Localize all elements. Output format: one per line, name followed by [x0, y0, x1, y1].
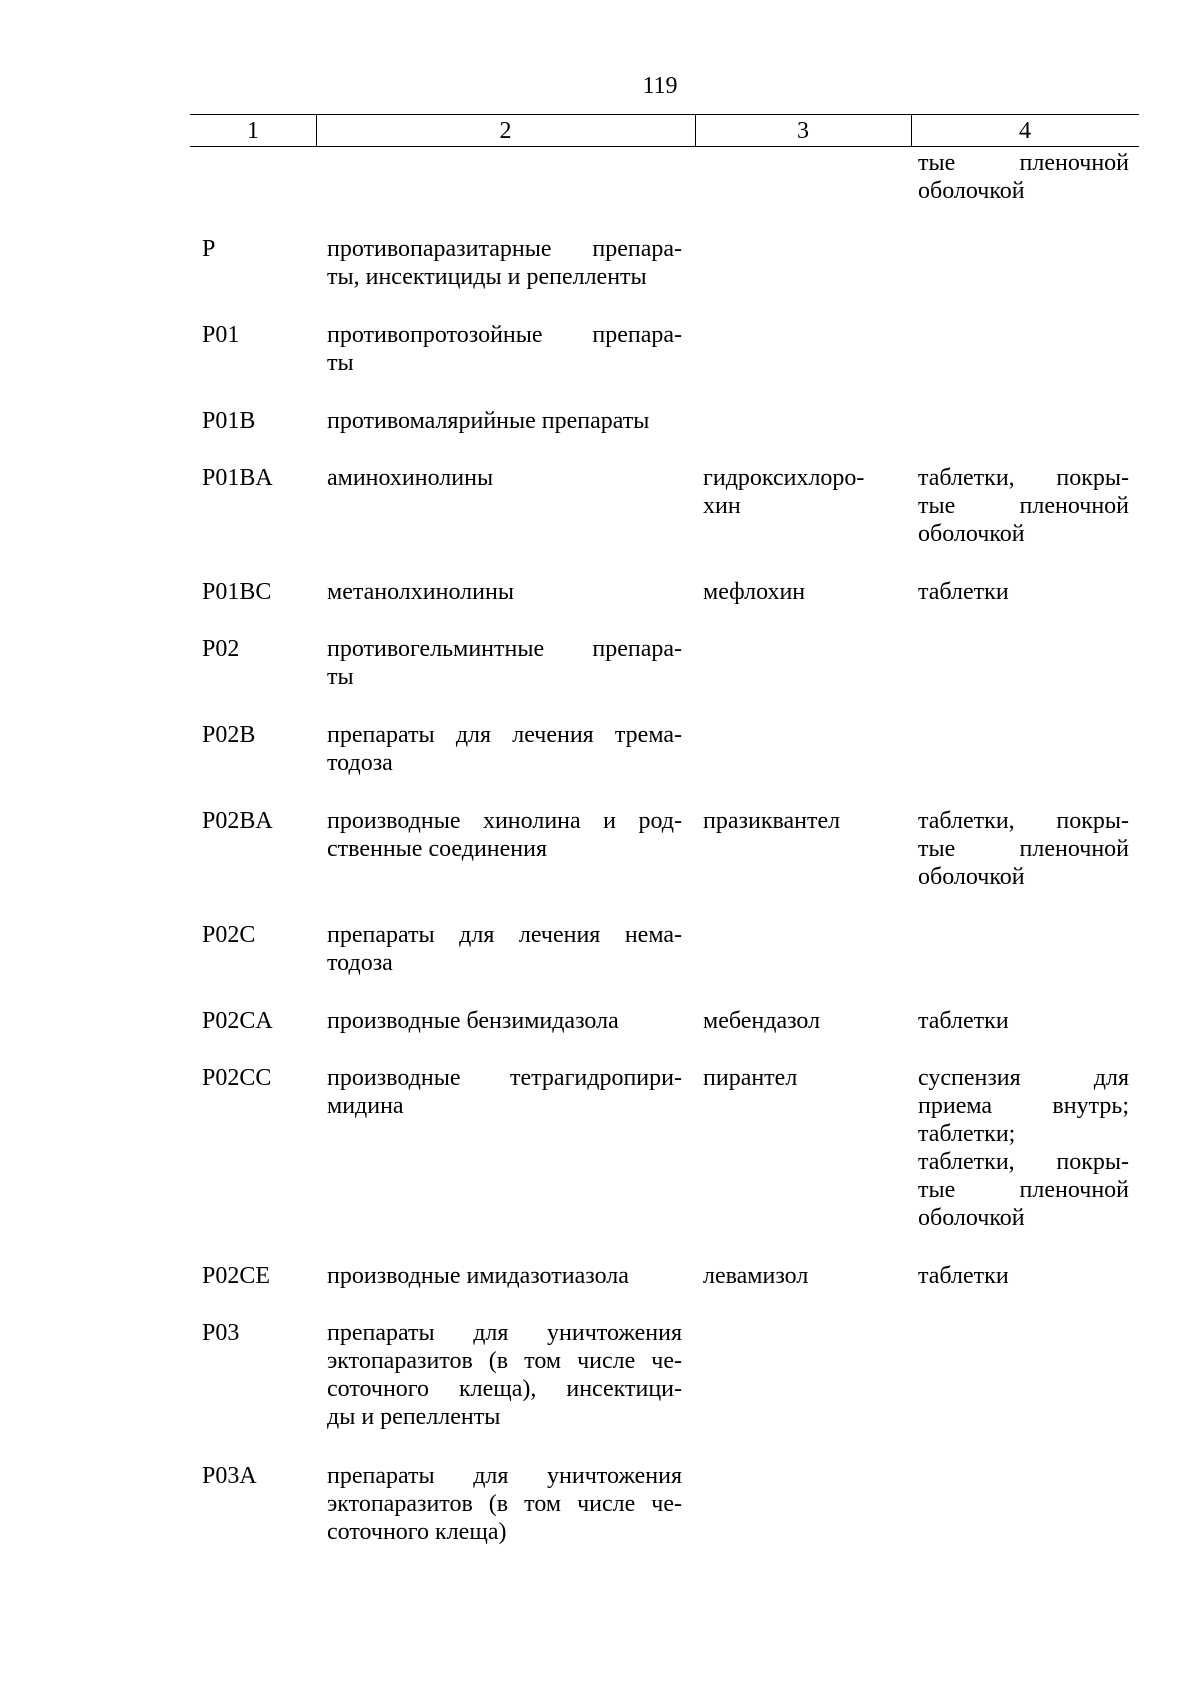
text-line: тые пленочной	[918, 150, 1129, 176]
text-line: ты	[327, 350, 354, 376]
group-name-cell	[327, 1262, 682, 1290]
group-name-cell	[327, 321, 682, 377]
atc-code-cell: P03A	[202, 1463, 257, 1489]
atc-code-cell: P01BA	[202, 465, 273, 491]
group-name-cell	[327, 921, 682, 977]
text-line: хин	[703, 493, 741, 519]
text-line: противопротозойные препара-	[327, 322, 682, 348]
text-line: тые пленочной	[918, 836, 1129, 862]
text-line: аминохинолины	[327, 465, 494, 491]
text-line: таблетки	[918, 579, 1009, 605]
text-line: производные хинолина и род-	[327, 808, 682, 834]
atc-code-cell: P02CA	[202, 1008, 273, 1034]
header-col-2: 2	[499, 118, 512, 144]
atc-code-cell: P02CC	[202, 1065, 272, 1091]
text-line: оболочкой	[918, 864, 1025, 890]
text-line: тодоза	[327, 750, 393, 776]
text-line: ты, инсектициды и репелленты	[327, 264, 647, 290]
atc-code-cell: P01B	[202, 408, 256, 434]
text-line: тые пленочной	[918, 493, 1129, 519]
text-line: производные имидазотиазола	[327, 1263, 629, 1289]
dosage-form-cell	[918, 1064, 1129, 1232]
drug-name-cell	[703, 578, 888, 606]
page-number: 119	[642, 73, 678, 99]
text-line: препараты для лечения трема-	[327, 722, 682, 748]
group-name-cell	[327, 464, 682, 492]
atc-code-cell: P02BA	[202, 808, 273, 834]
text-line: суспензия для	[918, 1065, 1129, 1091]
text-line: таблетки, покры-	[918, 1149, 1129, 1175]
group-name-cell	[327, 807, 682, 863]
drug-name-cell	[703, 464, 888, 520]
text-line: пирантел	[703, 1065, 798, 1091]
drug-name-cell	[703, 807, 888, 835]
text-line: эктопаразитов (в том числе че-	[327, 1348, 682, 1374]
text-line: тые пленочной	[918, 1177, 1129, 1203]
text-line: соточного клеща), инсектици-	[327, 1376, 682, 1402]
text-line: приема внутрь;	[918, 1093, 1129, 1119]
dosage-form-cell	[918, 1262, 1129, 1290]
group-name-cell	[327, 1007, 682, 1035]
text-line: производные бензимидазола	[327, 1008, 619, 1034]
text-line: метанолхинолины	[327, 579, 514, 605]
header-top-rule	[190, 114, 1139, 115]
text-line: таблетки;	[918, 1121, 1016, 1147]
text-line: тодоза	[327, 950, 393, 976]
text-line: производные тетрагидропири-	[327, 1065, 682, 1091]
group-name-cell	[327, 1064, 682, 1120]
text-line: оболочкой	[918, 1205, 1025, 1231]
atc-code-cell: P01	[202, 322, 240, 348]
header-col-1: 1	[247, 118, 259, 144]
text-line: таблетки	[918, 1263, 1009, 1289]
text-line: таблетки	[918, 1008, 1009, 1034]
dosage-form-cell	[918, 464, 1129, 548]
text-line: препараты для уничтожения	[327, 1463, 682, 1489]
text-line: эктопаразитов (в том числе че-	[327, 1491, 682, 1517]
drug-name-cell	[703, 1007, 888, 1035]
header-bottom-rule	[190, 146, 1139, 147]
drug-name-cell	[703, 1262, 888, 1290]
text-line: препараты для уничтожения	[327, 1320, 682, 1346]
text-line: гидроксихлоро-	[703, 465, 865, 491]
dosage-form-cell	[918, 807, 1129, 891]
dosage-form-cell	[918, 1007, 1129, 1035]
group-name-cell	[327, 578, 682, 606]
text-line: таблетки, покры-	[918, 808, 1129, 834]
group-name-cell	[327, 1462, 682, 1546]
text-line: мидина	[327, 1093, 404, 1119]
text-line: мефлохин	[703, 579, 806, 605]
atc-code-cell: P02B	[202, 722, 256, 748]
atc-code-cell: P02C	[202, 922, 256, 948]
text-line: левамизол	[703, 1263, 809, 1289]
text-line: оболочкой	[918, 178, 1025, 204]
drug-name-cell	[703, 1064, 888, 1092]
dosage-form-cell	[918, 578, 1129, 606]
group-name-cell	[327, 721, 682, 777]
text-line: ды и репелленты	[327, 1404, 501, 1430]
group-name-cell	[327, 407, 682, 435]
text-line: таблетки, покры-	[918, 465, 1129, 491]
group-name-cell	[327, 635, 682, 691]
text-line: оболочкой	[918, 521, 1025, 547]
header-col-3: 3	[797, 118, 809, 144]
text-line: соточного клеща)	[327, 1519, 507, 1545]
text-line: мебендазол	[703, 1008, 821, 1034]
text-line: противомалярийные препараты	[327, 408, 650, 434]
group-name-cell	[327, 1319, 682, 1431]
atc-code-cell: P	[202, 236, 216, 262]
atc-code-cell: P03	[202, 1320, 240, 1346]
group-name-cell	[327, 235, 682, 291]
dosage-form-cell	[918, 149, 1129, 205]
text-line: ственные соединения	[327, 836, 548, 862]
text-line: противогельминтные препара-	[327, 636, 682, 662]
text-line: ты	[327, 664, 354, 690]
atc-code-cell: P01BC	[202, 579, 272, 605]
header-col-4: 4	[1019, 118, 1031, 144]
atc-code-cell: P02CE	[202, 1263, 271, 1289]
atc-code-cell: P02	[202, 636, 240, 662]
text-line: препараты для лечения нема-	[327, 922, 682, 948]
text-line: противопаразитарные препара-	[327, 236, 682, 262]
text-line: празиквантел	[703, 808, 841, 834]
